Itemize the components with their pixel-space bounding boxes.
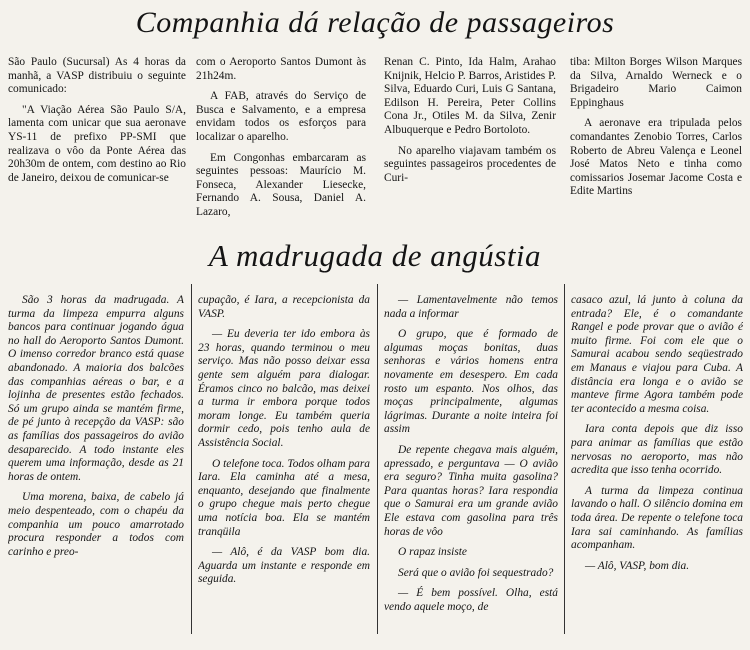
column-divider — [377, 284, 378, 634]
paragraph: — Eu deveria ter ido embora às 23 horas, quando terminou o meu serviço. Mas não posso deixar essa gente sem alguém para dialogar. Éramos cinco no balcão, mas deixei a turma ir embora porque todos moram longe. Eu também queria dormir cedo, pois tenho aula de Assistência Social. — [198, 328, 370, 449]
paragraph: Será que o avião foi sequestrado? — [398, 566, 554, 579]
article1-column-3 — [384, 56, 556, 232]
paragraph: No aparelho viajavam também os seguintes passageiros procedentes de Curi- — [384, 144, 556, 184]
paragraph: cupação, é Iara, a recepcionista da VASP. — [198, 294, 370, 320]
paragraph: Iara conta depois que diz isso para animar as famílias que estão nervosas no aeroporto, mas não acredita que isso tenha ocorrido. — [571, 423, 743, 477]
paragraph: O grupo, que é formado de algumas moças bonitas, duas senhoras e vários homens entra novamente em desespero. Em cada rosto um espanto. Nos olhos, das moças principalmente, algumas lágrimas. Durante a noite inteira foi assim — [384, 328, 558, 436]
paragraph: De repente chegava mais alguém, apressado, e perguntava — O avião era seguro? Tinha muita gasolina? Para quantas horas? Iara respondia que o Samurai era um grande avião Ele estava com gasolina para três horas de vôo — [384, 443, 558, 538]
paragraph: — É bem possível. Olha, está vendo aquele moço, de — [384, 587, 558, 613]
article2-column-2 — [198, 294, 370, 634]
paragraph: Em Congonhas embarcaram as seguintes pessoas: Maurício M. Fonseca, Alexander Liesecke, Fernando A. Sousa, Daniel A. Lazaro, — [196, 151, 366, 218]
paragraph: — Alô, é da VASP bom dia. Aguarda um instante e responde em seguida. — [198, 546, 370, 586]
paragraph: A FAB, através do Serviço de Busca e Salvamento, e a empresa envidam todos os esforços para localizar o aparelho. — [196, 90, 366, 143]
headline-passenger-list: Companhia dá relação de passageiros — [135, 6, 615, 39]
paragraph: A turma da limpeza continua lavando o hall. O silêncio domina em toda área. De repente o telefone toca Iara sai caminhando. As famílias acompanham. — [571, 484, 743, 552]
paragraph: A aeronave era tripulada pelos comandantes Zenobio Torres, Carlos Roberto de Abreu Valença e Leonel José Matos Neto e tinha como comissarios Josemar Jacome Costa e Edite Martins — [570, 117, 742, 198]
paragraph: com o Aeroporto Santos Dumont às 21h24m. — [196, 56, 366, 82]
article2-column-4 — [571, 294, 743, 634]
article1-column-1 — [8, 56, 186, 232]
paragraph: casaco azul, lá junto à coluna da entrada? Ele, é o comandante Rangel e pode provar que o avião é muito firme. Foi com ele que o Samurai acabou sendo seqüestrado em Manaus e viajou para Cuba. A distância era longa e o avião se manteve firme Agora também pode ter acontecido a mesma coisa. — [571, 294, 743, 415]
article1-column-4 — [570, 56, 742, 232]
column-divider — [191, 284, 192, 634]
paragraph: — Alô, VASP, bom dia. — [585, 559, 690, 572]
paragraph: tiba: Milton Borges Wilson Marques da Silva, Arnaldo Werneck e o Brigadeiro Mario Caimon Eppinghaus — [570, 56, 742, 109]
paragraph: Uma morena, baixa, de cabelo já meio despenteado, com o chapéu da companhia um pouco amarrotado procura responder a todos com carinho e preo- — [8, 491, 184, 558]
article2-column-3 — [384, 294, 558, 634]
column-divider — [564, 284, 565, 634]
article1-column-2 — [196, 56, 366, 232]
paragraph: Renan C. Pinto, Ida Halm, Arahao Knijnik, Helcio P. Barros, Aristides P. Silva, Eduardo Curi, Luis G Santana, Edilson H. Pereira, Peter Collins Cona Jr., Otiles M. da Silva, Zenir Albuquerque e Pedro Bortoloto. — [384, 56, 556, 136]
paragraph: O rapaz insiste — [398, 546, 467, 559]
paragraph: São Paulo (Sucursal) As 4 horas da manhã, a VASP distribuiu o seguinte comunicado: — [8, 56, 186, 96]
paragraph: — Lamentavelmente não temos nada a informar — [384, 294, 558, 320]
headline-dawn-anguish: A madrugada de angústia — [208, 238, 542, 273]
paragraph: "A Viação Aérea São Paulo S/A, lamenta com unicar que sua aeronave YS-11 de prefixo PP-SMI que realizava o vôo da Ponte Aérea das 20h30m de ontem, com destino ao Rio de Janeiro, deixou de comunicar-se — [8, 103, 186, 184]
paragraph: São 3 horas da madrugada. A turma da limpeza empurra alguns bancos para continuar jogando água no hall do Aeroporto Santos Dumont. O imenso corredor branco está quase abandonado. A maioria dos balcões das companhias aéreas o bar, e a lojinha de presentes estão fechados. Só um grupo ainda se mantém firme, de pé junto à recepção da VASP: são as famílias dos passageiros do avião desaparecido. A todo instante eles querem uma informação, desde as 21 horas de ontem. — [8, 294, 184, 483]
paragraph: O telefone toca. Todos olham para Iara. Ela caminha até a mesa, enquanto, desejando que finalmente o grupo chegue mais perto chegue uma notícia boa. Ela se mantém tranqüila — [198, 457, 370, 538]
article2-column-1 — [8, 294, 184, 634]
